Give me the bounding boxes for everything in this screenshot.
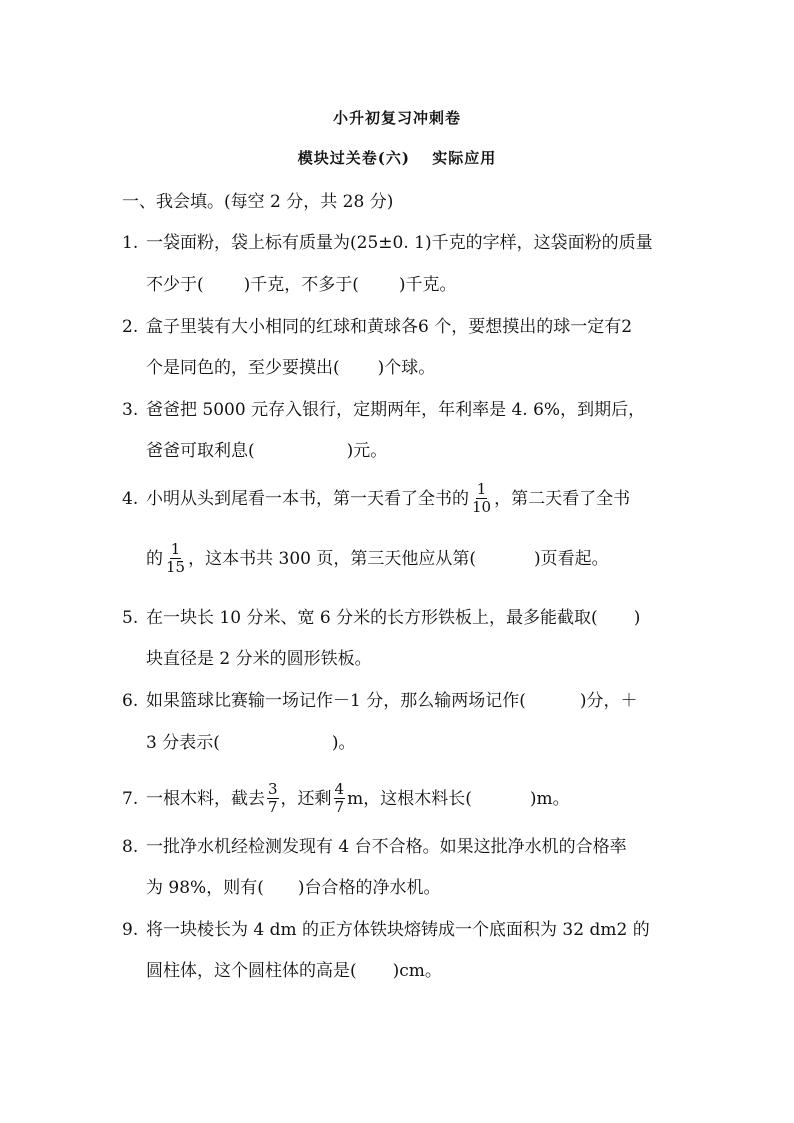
question-text: 不少于( bbox=[146, 275, 204, 295]
question-text: )台合格的净水机。 bbox=[297, 878, 441, 898]
question-text: ) bbox=[633, 608, 641, 628]
question-text: )。 bbox=[331, 733, 356, 753]
question-number: 3. bbox=[122, 400, 139, 420]
question-9-line-2 bbox=[146, 959, 442, 983]
question-text: )页看起。 bbox=[533, 548, 609, 569]
question-number: 2. bbox=[122, 317, 139, 337]
page-title: 小升初复习冲刺卷 bbox=[332, 109, 461, 127]
question-6-line-2 bbox=[146, 731, 356, 755]
question-number: 4. bbox=[122, 488, 139, 509]
question-text: ，这本书共 300 页，第三天他应从第( bbox=[188, 548, 476, 569]
question-2-line-2 bbox=[146, 356, 435, 380]
question-7-line-1 bbox=[122, 781, 570, 816]
question-8-line-1 bbox=[122, 835, 627, 859]
question-text: )cm。 bbox=[392, 961, 442, 981]
fraction-three-sevenths bbox=[267, 781, 279, 816]
question-5-line-2 bbox=[146, 647, 372, 671]
question-4-line-1 bbox=[122, 481, 630, 516]
question-number: 8. bbox=[122, 837, 139, 857]
fraction-numerator: 4 bbox=[334, 780, 345, 798]
question-text: 爸爸把 5000 元存入银行，定期两年，年利率是 4. 6%，到期后， bbox=[146, 400, 646, 420]
question-text: 一根木料，截去 bbox=[146, 788, 265, 809]
question-text: )分，＋ bbox=[579, 691, 638, 711]
question-3-line-2 bbox=[146, 439, 387, 463]
question-text: 的 bbox=[146, 548, 163, 569]
question-text: 盒子里装有大小相同的红球和黄球各6 个，要想摸出的球一定有2 bbox=[146, 317, 633, 337]
question-text: )元。 bbox=[346, 441, 388, 461]
question-text: 小明从头到尾看一本书，第一天看了全书的 bbox=[146, 488, 469, 509]
question-number: 1. bbox=[122, 233, 139, 253]
question-1-line-1 bbox=[122, 231, 653, 255]
fraction-denominator: 7 bbox=[268, 798, 278, 816]
fraction-numerator: 3 bbox=[268, 780, 278, 798]
question-text: )千克。 bbox=[398, 275, 457, 295]
question-9-line-1 bbox=[122, 918, 650, 942]
question-4-line-2 bbox=[146, 541, 609, 576]
question-text: 为 98%，则有( bbox=[146, 878, 264, 898]
question-6-line-1 bbox=[122, 689, 638, 713]
question-text: 将一块棱长为 4 dm 的正方体铁块熔铸成一个底面积为 32 dm2 的 bbox=[146, 920, 650, 940]
fraction-four-sevenths bbox=[334, 781, 346, 816]
fraction-numerator: 1 bbox=[476, 480, 487, 498]
question-text: ，第二天看了全书 bbox=[494, 488, 631, 509]
question-text: ，还剩 bbox=[280, 788, 332, 809]
question-text: 个是同色的，至少要摸出( bbox=[146, 358, 340, 378]
question-text: )m。 bbox=[529, 788, 570, 809]
fraction-denominator: 15 bbox=[166, 558, 186, 576]
fraction-denominator: 10 bbox=[472, 498, 492, 516]
question-text: m，这根木料长( bbox=[347, 788, 472, 809]
fraction-numerator: 1 bbox=[170, 540, 181, 558]
question-text: 如果篮球比赛输一场记作－1 分，那么输两场记作( bbox=[146, 691, 526, 711]
question-number: 7. bbox=[122, 788, 139, 809]
question-text: 圆柱体，这个圆柱体的高是( bbox=[146, 961, 357, 981]
question-1-line-2 bbox=[146, 273, 457, 297]
question-text: )千克，不多于( bbox=[243, 275, 359, 295]
fraction-one-fifteenth bbox=[165, 541, 186, 576]
question-text: 块直径是 2 分米的圆形铁板。 bbox=[146, 649, 372, 669]
question-8-line-2 bbox=[146, 876, 440, 900]
question-2-line-1 bbox=[122, 315, 632, 339]
fraction-denominator: 7 bbox=[334, 798, 345, 816]
question-text: )个球。 bbox=[377, 358, 436, 378]
question-text: 一袋面粉，袋上标有质量为(25±0. 1)千克的字样，这袋面粉的质量 bbox=[146, 233, 653, 253]
question-text: 一批净水机经检测发现有 4 台不合格。如果这批净水机的合格率 bbox=[146, 837, 627, 857]
section-heading: 一、我会填。(每空 2 分，共 28 分) bbox=[122, 192, 394, 212]
question-text: 3 分表示( bbox=[146, 733, 220, 753]
question-5-line-1 bbox=[122, 606, 640, 630]
question-3-line-1 bbox=[122, 398, 645, 422]
question-text: 爸爸可取利息( bbox=[146, 441, 255, 461]
question-number: 5. bbox=[122, 608, 139, 628]
fraction-one-tenth bbox=[471, 481, 492, 516]
question-number: 9. bbox=[122, 920, 139, 940]
question-text: 在一块长 10 分米、宽 6 分米的长方形铁板上，最多能截取( bbox=[146, 608, 598, 628]
question-number: 6. bbox=[122, 691, 139, 711]
page-subtitle: 模块过关卷(六) 实际应用 bbox=[297, 149, 497, 167]
